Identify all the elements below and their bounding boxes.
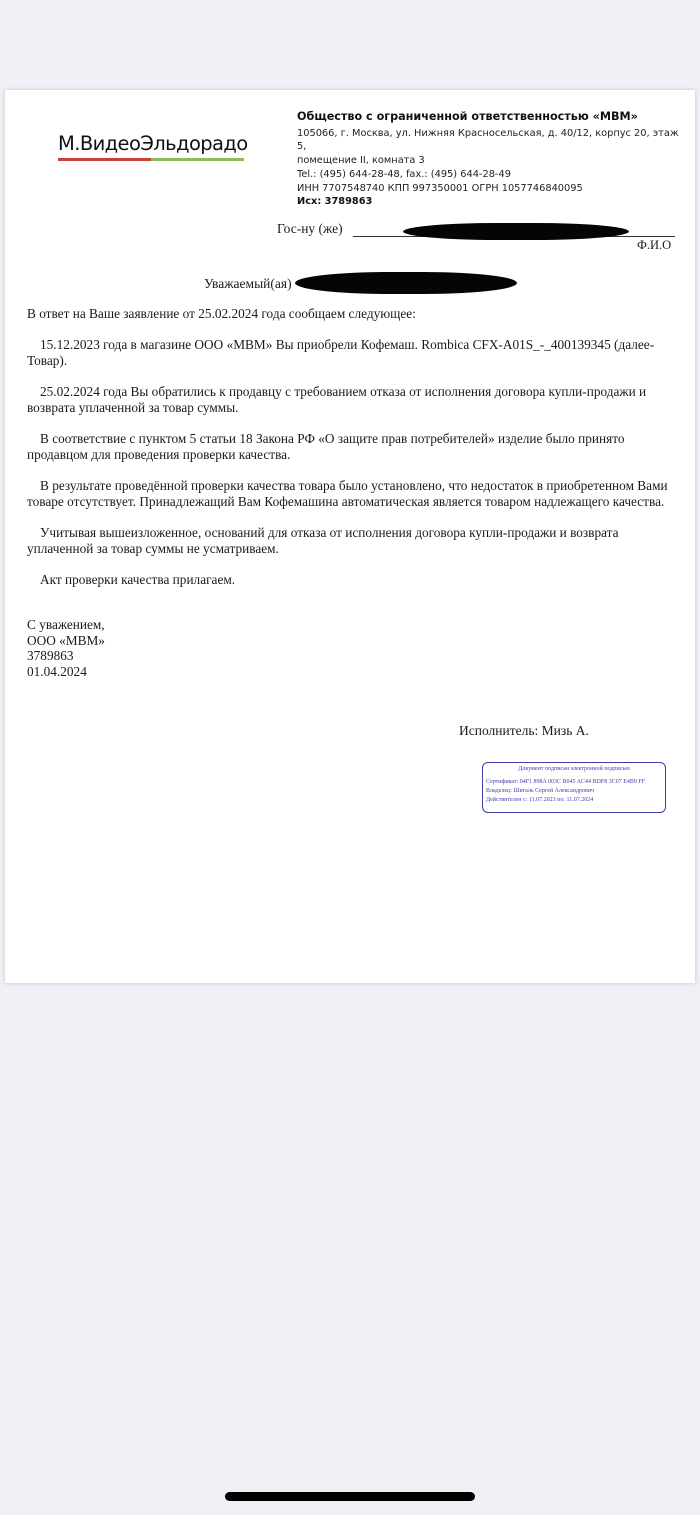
logo-bar-green bbox=[151, 158, 244, 161]
e-signature-certificate: Сертификат: 04F1 898A 003C B045 AC44 BDF8 3C07 E4B9 FF bbox=[486, 779, 646, 785]
logo-bar-red bbox=[58, 158, 151, 161]
e-signature-title: Документ подписан электронной подписью bbox=[518, 766, 630, 772]
company-ids: ИНН 7707548740 КПП 997350001 ОГРН 1057746840095 bbox=[297, 182, 583, 194]
body-paragraph: Учитывая вышеизложенное, оснований для отказа от исполнения договора купли-продажи и возврата уплаченной за товар суммы не усматриваем. bbox=[27, 525, 619, 556]
company-logo bbox=[58, 132, 250, 161]
executor: Исполнитель: Мизь А. bbox=[459, 723, 589, 738]
greeting: Уважаемый(ая) bbox=[204, 276, 292, 291]
body-paragraph: В ответ на Ваше заявление от 25.02.2024 года сообщаем следующее: bbox=[27, 306, 416, 321]
e-signature-validity: Действителен с: 11.07.2023 по: 11.07.2024 bbox=[486, 797, 594, 803]
letter-page bbox=[5, 90, 695, 983]
closing-org: ООО «МВМ» bbox=[27, 632, 105, 648]
redaction-mark-greeting bbox=[295, 272, 517, 294]
logo-text: М.ВидеоЭльдорадо bbox=[58, 132, 248, 155]
body-paragraph: 25.02.2024 года Вы обратились к продавцу с требованием отказа от исполнения договора купли-продажи и возврата уплаченной за товар суммы. bbox=[27, 384, 647, 415]
letter-body bbox=[27, 306, 672, 603]
company-name: Общество с ограниченной ответственностью «МВМ» bbox=[297, 110, 638, 123]
body-paragraph: В соответствие с пунктом 5 статьи 18 Закона РФ «О защите прав потребителей» изделие было принято продавцом для проведения проверки качества. bbox=[27, 431, 625, 462]
closing-date: 01.04.2024 bbox=[27, 663, 87, 679]
company-address-line2: помещение II, комната 3 bbox=[297, 155, 425, 167]
e-signature-owner: Владелец: Шигаль Сергей Александрович bbox=[486, 788, 595, 794]
fio-caption: Ф.И.О bbox=[637, 238, 672, 252]
closing-block bbox=[27, 617, 105, 679]
body-paragraph: Акт проверки качества прилагаем. bbox=[40, 572, 236, 587]
company-address-line1: 105066, г. Москва, ул. Нижняя Красносельская, д. 40/12, корпус 20, этаж 5, bbox=[297, 127, 679, 153]
outgoing-ref: Исх: 3789863 bbox=[297, 196, 373, 208]
redaction-mark-name bbox=[403, 223, 629, 240]
company-header bbox=[297, 110, 687, 209]
closing-ref: 3789863 bbox=[27, 648, 74, 663]
home-indicator[interactable] bbox=[225, 1492, 475, 1501]
e-signature-stamp bbox=[482, 762, 666, 813]
body-paragraph: В результате проведённой проверки качества товара было установлено, что недостаток в приобретенном Вами товаре отсутствует. Принадлежащий Вам Кофемашина автоматическая является товаром надлежащего качества. bbox=[27, 478, 668, 509]
logo-underline bbox=[58, 158, 244, 161]
addressee-label: Гос-ну (же) bbox=[277, 221, 343, 236]
closing-regards: С уважением, bbox=[27, 617, 105, 632]
company-phones: Tel.: (495) 644-28-48, fax.: (495) 644-28-49 bbox=[297, 168, 511, 180]
body-paragraph: 15.12.2023 года в магазине ООО «МВМ» Вы приобрели Кофемаш. Rombica CFX-A01S_-_400139345 (далее-Товар). bbox=[27, 337, 655, 368]
